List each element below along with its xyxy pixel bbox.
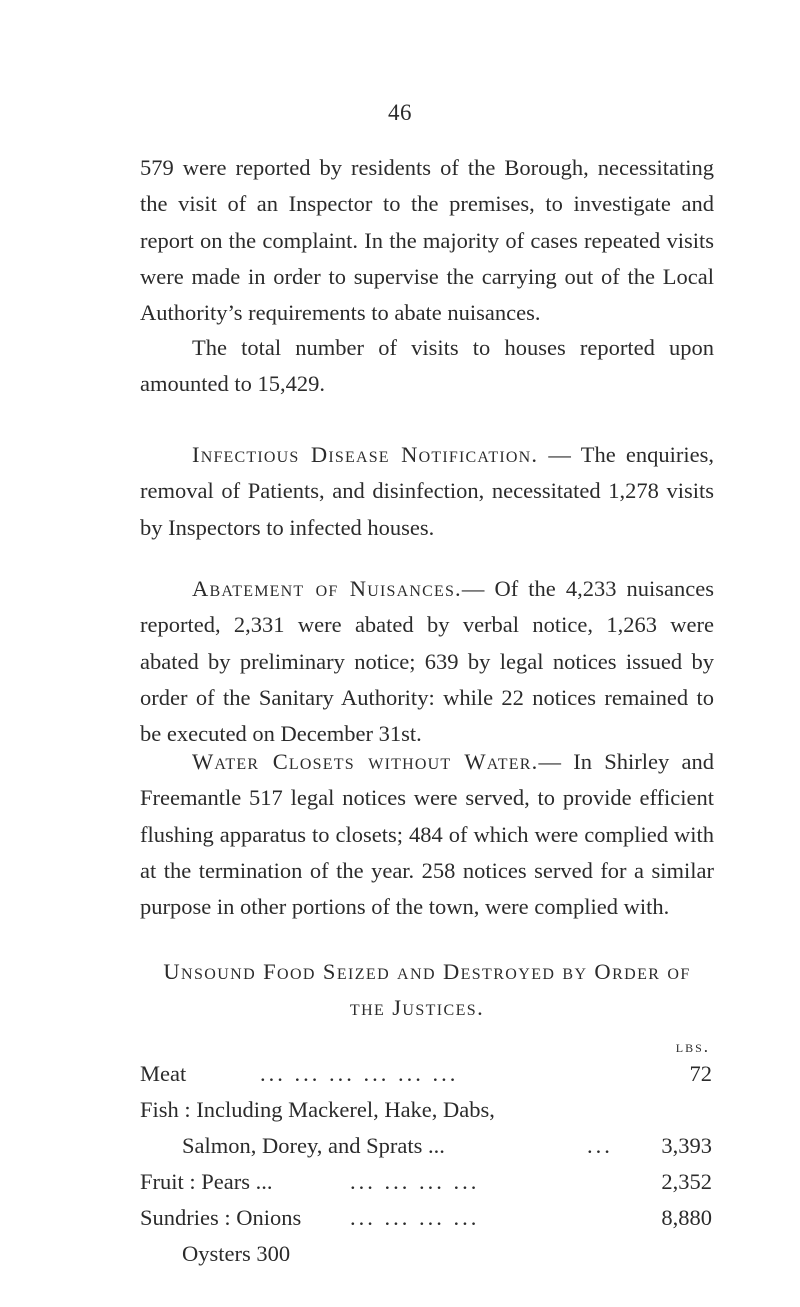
food-value: 8,880: [661, 1205, 712, 1230]
leader-dots: ... ... ... ...: [350, 1169, 480, 1194]
food-item: Fish : Including Mackerel, Hake, Dabs,: [140, 1097, 495, 1122]
unit-label: lbs.: [675, 1037, 710, 1056]
page-number: 46: [388, 100, 412, 125]
paragraph-infectious-disease: [140, 437, 714, 546]
section-heading-infectious-disease: Infectious Disease Notification.: [192, 442, 539, 467]
food-value: 2,352: [661, 1169, 712, 1194]
paragraph-abatement-nuisances: [140, 571, 714, 752]
food-item: Oysters 300: [182, 1241, 291, 1266]
leader-dots: ... ... ... ...: [350, 1205, 480, 1230]
food-row-meat: [140, 1056, 714, 1092]
paragraph-water-closets-text: — In Shirley and Freemantle 517 legal notices were served, to provide efficient flushing apparatus to closets; 484 of which were complied with at the termination of the year. 258 notices served for a similar purpose in other portions of the town, were complied with.: [140, 749, 714, 920]
paragraph-water-closets: [140, 744, 714, 925]
paragraph-total-visits: [140, 330, 714, 403]
paragraph-complaints: 579 were reported by residents of the Borough, necessitating the visit of an Inspector to the premises, to investigate and report on the complaint. In the majority of cases repeated visits were made in order to supervise the carrying out of the Local Authority’s requirements to abate nuisances.: [140, 155, 714, 326]
paragraph-abatement-nuisances-text: — Of the 4,233 nuisances reported, 2,331 were abated by verbal notice, 1,263 were abated by preliminary notice; 639 by legal notices issued by order of the Sanitary Authority: while 22 notices remained to be executed on December 31st.: [140, 576, 714, 747]
paragraph-infectious-disease-text: — The enquiries, removal of Patients, and disinfection, necessitated 1,278 visits by Inspectors to infected houses.: [140, 442, 714, 540]
food-item: Sundries : Onions: [140, 1205, 302, 1230]
food-heading-line1: Unsound Food Seized and Destroyed by Order of: [163, 959, 691, 984]
food-row-fish-continued: [140, 1128, 714, 1164]
food-section-heading: [140, 954, 714, 1026]
section-heading-water-closets: Water Closets without Water.: [192, 749, 539, 774]
food-item: Fruit : Pears ...: [140, 1169, 273, 1194]
paragraph-total-visits-text: The total number of visits to houses reported upon amounted to 15,429.: [140, 335, 714, 397]
leader-dots: ... ... ... ... ... ...: [260, 1061, 459, 1086]
food-heading-line2: the Justices.: [349, 995, 485, 1020]
food-row-oysters: [140, 1236, 714, 1272]
food-row-fruit: [140, 1164, 714, 1200]
food-row-fish: [140, 1092, 714, 1128]
food-row-sundries: [140, 1200, 714, 1236]
food-item: Salmon, Dorey, and Sprats ...: [182, 1133, 445, 1158]
section-heading-abatement-nuisances: Abatement of Nuisances.: [192, 576, 462, 601]
food-value: 72: [689, 1061, 712, 1086]
food-item: Meat: [140, 1061, 187, 1086]
food-value: 3,393: [661, 1133, 712, 1158]
leader-dots: ...: [587, 1133, 613, 1158]
